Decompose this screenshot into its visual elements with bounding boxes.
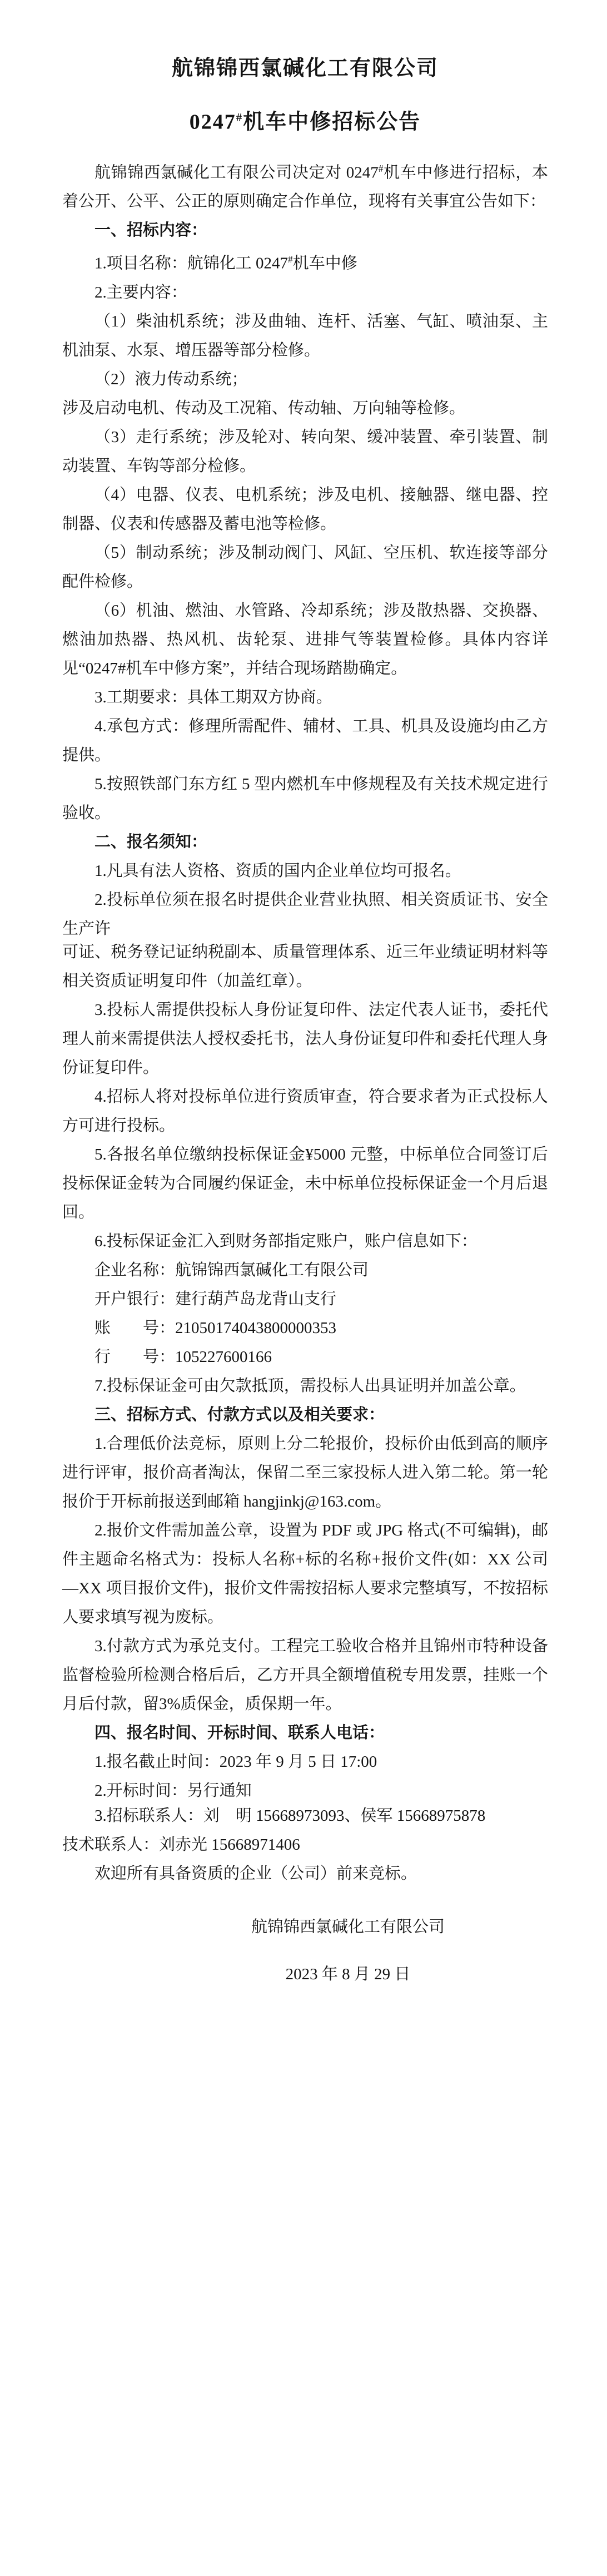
section-heading <box>62 828 548 856</box>
paragraph <box>62 1830 548 1859</box>
paragraph <box>62 938 548 995</box>
paragraph <box>62 423 548 480</box>
paragraph <box>62 1227 548 1256</box>
page-3-body <box>62 1801 548 1888</box>
text-run: 3.工期要求：具体工期双方协商。 <box>94 688 332 706</box>
text-run: 2.主要内容： <box>94 283 187 301</box>
title-text: 机车中修招标公告 <box>243 110 421 134</box>
paragraph <box>62 712 548 770</box>
text-run: 2.报价文件需加盖公章，设置为 PDF 或 JPG 格式(不可编辑)，邮件主题命名格式为：投标人名称+标的名称+报价文件(如：XX 公司—XX 项目报价文件)，报价文件需按招标人要求完整填写，不按招标人要求填写视为废标。 <box>62 1522 548 1626</box>
page-2-body <box>62 938 548 1805</box>
text-run: 2.投标单位须在报名时提供企业营业执照、相关资质证书、安全生产许 <box>62 890 548 938</box>
paragraph <box>62 307 548 365</box>
page-1-body <box>62 154 548 943</box>
text-run: 行 号：105227600166 <box>94 1348 272 1366</box>
paragraph <box>62 1082 548 1140</box>
text-run: 企业名称：航锦锦西氯碱化工有限公司 <box>94 1261 369 1279</box>
paragraph <box>62 538 548 596</box>
text-run: （2）液力传动系统； <box>94 370 248 388</box>
paragraph <box>62 1859 548 1888</box>
paragraph <box>62 1516 548 1632</box>
document-title-line1: 航锦锦西氯碱化工有限公司 <box>171 57 439 80</box>
paragraph <box>62 1429 548 1516</box>
text-run: 3.付款方式为承兑支付。工程完工验收合格并且锦州市特种设备监督检验所检测合格后后，乙方开具全额增值税专用发票，挂账一个月后付款，留3%质保金，质保期一年。 <box>62 1637 548 1713</box>
text-run: （3）走行系统；涉及轮对、转向架、缓冲装置、牵引装置、制动装置、车钩等部分检修。 <box>62 428 548 475</box>
title-locomotive-number: 0247 <box>189 110 236 134</box>
text-run: 欢迎所有具备资质的企业（公司）前来竞标。 <box>94 1865 417 1883</box>
text-run: （1）柴油机系统；涉及曲轴、连杆、活塞、气缸、喷油泵、主机油泵、水泵、增压器等部分检修。 <box>62 312 548 359</box>
text-run: 可证、税务登记证纳税副本、质量管理体系、近三年业绩证明材料等相关资质证明复印件（加盖红章）。 <box>62 943 548 990</box>
paragraph <box>62 1801 548 1830</box>
paragraph <box>62 1285 548 1314</box>
paragraph <box>62 683 548 712</box>
signature-block <box>148 1913 548 1989</box>
text-run: 1.项目名称：航锦化工 0247 <box>94 254 288 273</box>
paragraph <box>62 995 548 1082</box>
page-3 <box>0 1782 607 2116</box>
paragraph <box>62 365 548 394</box>
signature-company: 航锦锦西氯碱化工有限公司 <box>251 1918 445 1936</box>
paragraph <box>62 1632 548 1718</box>
text-run: 5.各报名单位缴纳投标保证金¥5000 元整，中标单位合同签订后投标保证金转为合同履约保证金，未中标单位投标保证金一个月后退回。 <box>62 1146 548 1221</box>
text-run: 1.凡具有法人资格、资质的国内企业单位均可报名。 <box>94 861 461 880</box>
paragraph <box>62 1747 548 1776</box>
paragraph <box>62 278 548 307</box>
text-run: 4.承包方式：修理所需配件、辅材、工具、机具及设施均由乙方提供。 <box>62 717 548 764</box>
superscript-hash: # <box>288 254 293 265</box>
text-run: 二、报名须知： <box>94 833 208 851</box>
text-run: 3.招标联系人：刘 明 15668973093、侯军 15668975878 <box>94 1807 486 1825</box>
text-run: （5）制动系统；涉及制动阀门、风缸、空压机、软连接等部分配件检修。 <box>62 543 548 591</box>
text-run: 6.投标保证金汇入到财务部指定账户，账户信息如下： <box>94 1232 477 1250</box>
text-run: 一、招标内容： <box>94 221 208 240</box>
paragraph <box>62 480 548 538</box>
text-run: 2.开标时间：另行通知 <box>94 1782 252 1800</box>
page-1 <box>0 0 607 938</box>
text-run: 开户银行：建行葫芦岛龙背山支行 <box>94 1290 337 1308</box>
page-2 <box>0 919 607 1800</box>
text-run: 技术联系人：刘赤光 15668971406 <box>62 1836 300 1854</box>
paragraph <box>62 856 548 885</box>
text-run: （6）机油、燃油、水管路、冷却系统；涉及散热器、交换器、燃油加热器、热风机、齿轮泵、进排气等装置检修。具体内容详见“0247#机车中修方案”，并结合现场踏勘确定。 <box>62 601 548 677</box>
text-run: 3.投标人需提供投标人身份证复印件、法定代表人证书，委托代理人前来需提供法人授权委托书，法人身份证复印件和委托代理人身份证复印件。 <box>62 1001 548 1077</box>
paragraph <box>62 596 548 683</box>
superscript-hash: # <box>236 111 243 124</box>
text-run: 机车中修 <box>292 254 357 273</box>
paragraph <box>62 1314 548 1343</box>
paragraph <box>62 245 548 278</box>
paragraph <box>62 1343 548 1371</box>
document-title-line2 <box>62 105 548 135</box>
paragraph <box>62 394 548 423</box>
text-run: 航锦锦西氯碱化工有限公司决定对 0247 <box>94 164 379 182</box>
paragraph <box>62 1371 548 1400</box>
section-heading <box>62 1718 548 1747</box>
text-run: 账 号：21050174043800000353 <box>94 1319 337 1337</box>
section-heading <box>62 1400 548 1429</box>
text-run: 4.招标人将对投标单位进行资质审查，符合要求者为正式投标人方可进行投标。 <box>62 1088 548 1135</box>
text-run: 涉及启动电机、传动及工况箱、传动轴、万向轴等检修。 <box>62 399 466 417</box>
signature-date: 2023 年 8 月 29 日 <box>285 1965 411 1983</box>
paragraph <box>62 770 548 828</box>
superscript-hash: # <box>378 162 384 174</box>
text-run: 三、招标方式、付款方式以及相关要求： <box>94 1406 385 1424</box>
text-run: 1.合理低价法竞标，原则上分二轮报价，投标价由低到高的顺序进行评审，报价高者淘汰，保留二至三家投标人进入第二轮。第一轮报价于开标前报送到邮箱 hangjinkj@163.com。 <box>62 1435 548 1510</box>
section-heading <box>62 216 548 245</box>
text-run: 5.按照铁部门东方红 5 型内燃机车中修规程及有关技术规定进行验收。 <box>62 775 548 822</box>
paragraph <box>62 1140 548 1227</box>
paragraph <box>62 1256 548 1285</box>
text-run: 四、报名时间、开标时间、联系人电话： <box>94 1724 385 1742</box>
text-run: 1.报名截止时间：2023 年 9 月 5 日 17:00 <box>94 1753 377 1771</box>
text-run: 机车中修进行招标，本着公开、公平、公正的原则确定合作单位，现将有关事宜公告如下： <box>62 164 548 211</box>
text-run: 7.投标保证金可由欠款抵顶，需投标人出具证明并加盖公章。 <box>94 1377 526 1395</box>
paragraph <box>62 154 548 216</box>
text-run: （4）电器、仪表、电机系统；涉及电机、接触器、继电器、控制器、仪表和传感器及蓄电池等检修。 <box>62 486 548 533</box>
